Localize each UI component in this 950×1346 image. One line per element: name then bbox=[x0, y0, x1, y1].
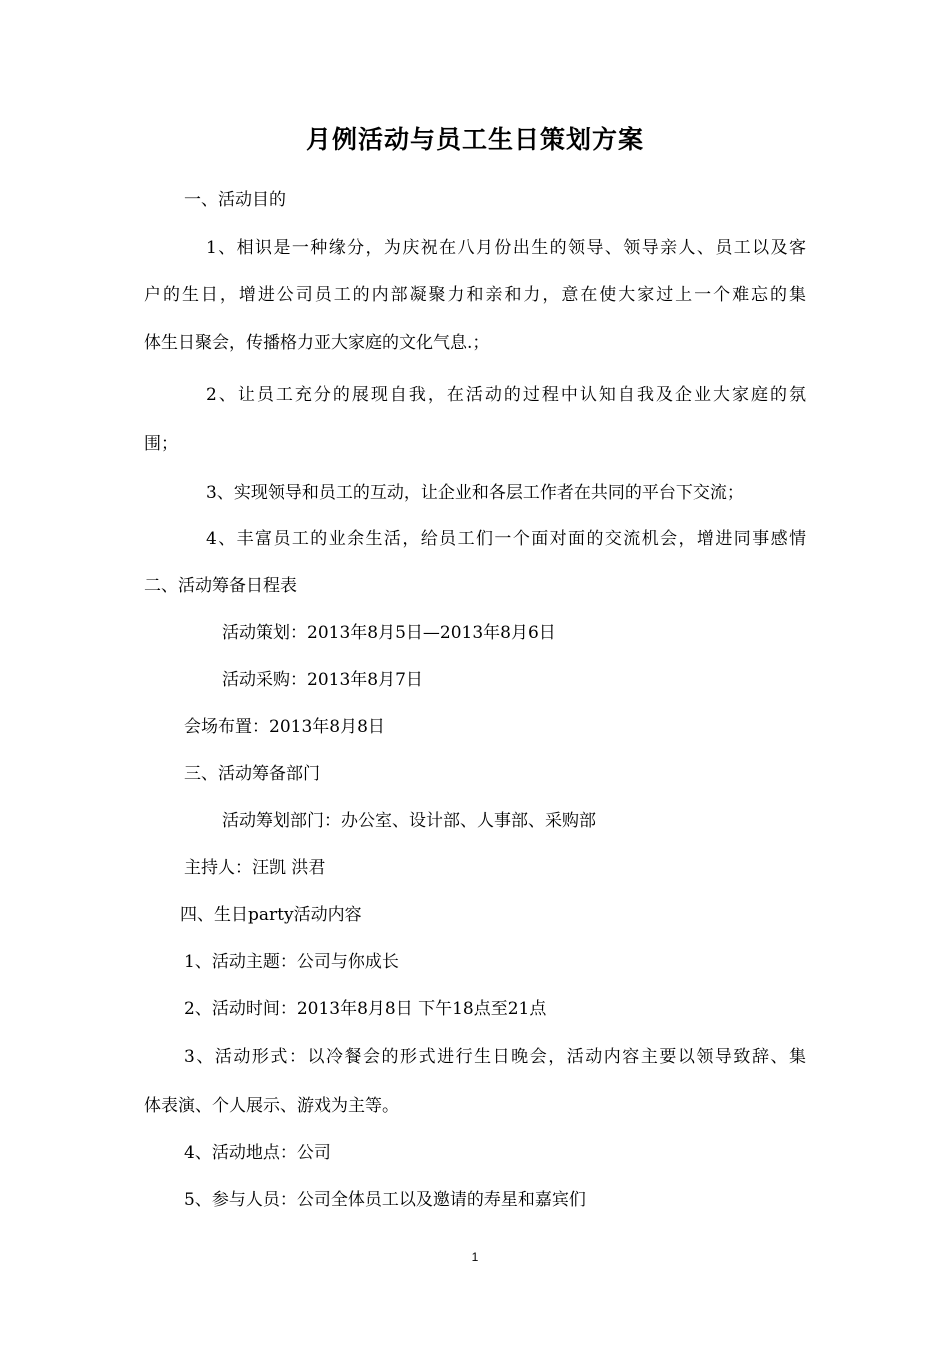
section-3-heading: 三、活动筹备部门 bbox=[184, 764, 320, 784]
section-1-heading: 一、活动目的 bbox=[184, 190, 286, 210]
activity-time: 2、活动时间：2013年8月8日 下午18点至21点 bbox=[184, 999, 547, 1019]
organizing-departments: 活动筹划部门：办公室、设计部、人事部、采购部 bbox=[222, 811, 596, 831]
schedule-venue: 会场布置：2013年8月8日 bbox=[184, 717, 385, 737]
section-4-heading: 四、生日party活动内容 bbox=[180, 905, 362, 925]
schedule-purchasing: 活动采购：2013年8月7日 bbox=[222, 670, 423, 690]
schedule-planning: 活动策划：2013年8月5日—2013年8月6日 bbox=[222, 623, 556, 643]
purpose-2-line-1: 2、让员工充分的展现自我，在活动的过程中认知自我及企业大家庭的氛 bbox=[206, 385, 806, 405]
document-title: 月例活动与员工生日策划方案 bbox=[305, 125, 644, 154]
purpose-1-line-2: 户的生日，增进公司员工的内部凝聚力和亲和力，意在使大家过上一个难忘的集 bbox=[144, 285, 806, 305]
activity-theme: 1、活动主题：公司与你成长 bbox=[184, 952, 399, 972]
purpose-4: 4、丰富员工的业余生活，给员工们一个面对面的交流机会，增进同事感情 bbox=[206, 529, 806, 549]
hosts: 主持人：汪凯 洪君 bbox=[184, 858, 326, 878]
purpose-2-line-2: 围； bbox=[144, 434, 178, 454]
page-number: 1 bbox=[471, 1250, 479, 1264]
activity-location: 4、活动地点：公司 bbox=[184, 1143, 331, 1163]
purpose-1-line-3: 体生日聚会，传播格力亚大家庭的文化气息.； bbox=[144, 333, 490, 353]
activity-format-line-1: 3、活动形式：以冷餐会的形式进行生日晚会，活动内容主要以领导致辞、集 bbox=[184, 1047, 806, 1067]
activity-participants: 5、参与人员：公司全体员工以及邀请的寿星和嘉宾们 bbox=[184, 1190, 586, 1210]
purpose-1-line-1: 1、相识是一种缘分，为庆祝在八月份出生的领导、领导亲人、员工以及客 bbox=[206, 238, 806, 258]
purpose-3: 3、实现领导和员工的互动，让企业和各层工作者在共同的平台下交流； bbox=[206, 483, 744, 503]
section-2-heading: 二、活动筹备日程表 bbox=[144, 576, 297, 596]
activity-format-line-2: 体表演、个人展示、游戏为主等。 bbox=[144, 1096, 399, 1116]
